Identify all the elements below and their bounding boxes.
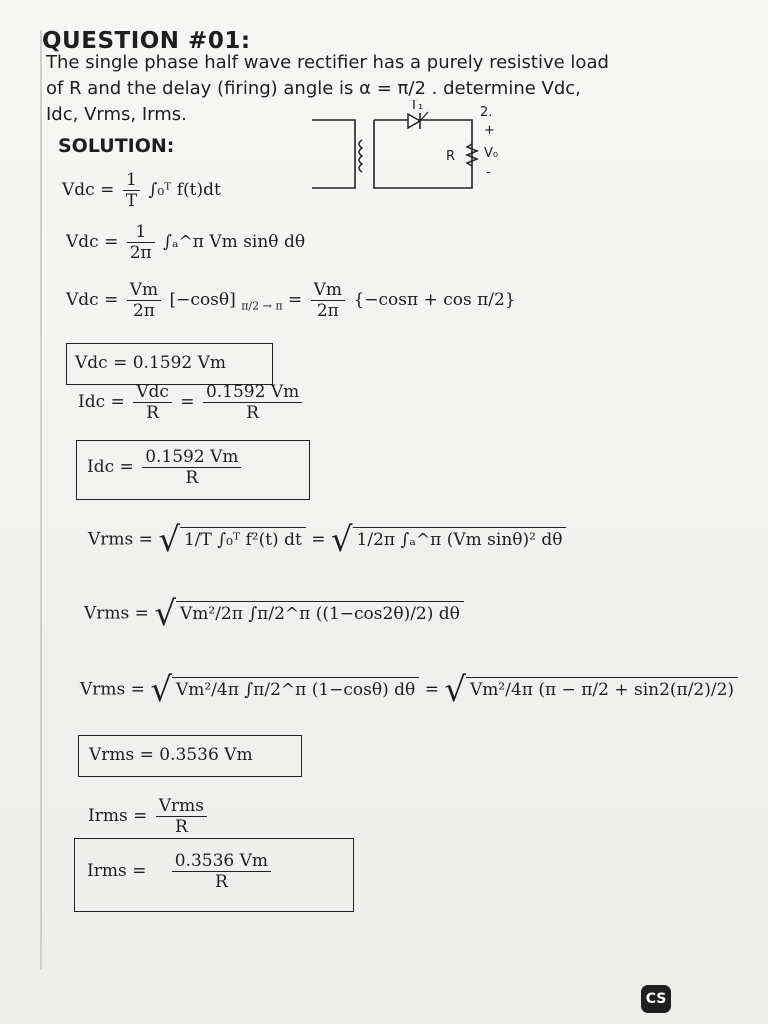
vdc-definition (62, 170, 221, 211)
idc-num: Vdc (133, 382, 172, 403)
vrms-def-body-2: 1/2π ∫ₐ^π (Vm sinθ)² dθ (353, 527, 567, 550)
idc-result-den: R (185, 468, 199, 488)
problem-line-3: Idc, Vrms, Irms. (46, 104, 187, 125)
resistor-label: R (446, 149, 456, 164)
vrms-step-2 (84, 594, 464, 634)
problem-line-2: of R and the delay (firing) angle is α = π/2 . determine Vdc, (46, 78, 581, 99)
irms-result-lhs: Irms = (87, 861, 147, 881)
vrms-result: Vrms = 0.3536 Vm (89, 745, 253, 765)
idc-num-2: 0.1592 Vm (203, 382, 302, 403)
vdc-int-den: 2π (129, 243, 152, 263)
idc-fraction-2 (203, 382, 302, 423)
vrms-def-body: 1/T ∫₀ᵀ f²(t) dt (180, 527, 306, 550)
sqrt-symbol-4: √ (150, 670, 172, 710)
irms-num: Vrms (156, 796, 207, 817)
vdc-eval-fraction (127, 280, 161, 321)
vrms-step-3 (80, 670, 738, 710)
vrms-def-lhs: Vrms = (88, 529, 153, 550)
irms-fraction (156, 796, 207, 837)
vdc-def-num: 1 (123, 170, 140, 191)
vdc-def-rhs: f(t)dt (176, 180, 221, 200)
idc-equation (78, 382, 305, 423)
vdc-eval-den-2: 2π (316, 301, 339, 321)
vdc-result: Vdc = 0.1592 Vm (75, 353, 227, 373)
idc-result-lhs: Idc = (87, 457, 134, 477)
idc-fraction (133, 382, 172, 423)
vdc-eval-rhs: {−cosπ + cos π/2} (353, 290, 516, 310)
idc-result-fraction (142, 447, 241, 488)
thyristor-label: T₁ (410, 100, 424, 113)
irms-equation (88, 796, 210, 837)
irms-result-num: 0.3536 Vm (172, 851, 271, 872)
primary-winding-wire (312, 120, 355, 188)
vdc-eval-bracket: [−cosθ] (169, 290, 236, 310)
rectifier-circuit-diagram (300, 100, 510, 195)
irms-lhs: Irms = (88, 806, 148, 826)
vrms-step3-body: Vm²/4π ∫π/2^π (1−cosθ) dθ (172, 677, 419, 700)
vdc-int-rhs: Vm sinθ dθ (209, 232, 306, 252)
vdc-integral (66, 222, 305, 263)
irms-result (87, 851, 274, 892)
vdc-int-lhs: Vdc = (66, 232, 119, 252)
idc-den-2: R (246, 403, 259, 423)
idc-lhs: Idc = (78, 392, 125, 412)
vdc-def-lhs: Vdc = (62, 180, 115, 200)
vdc-result-box (66, 343, 273, 385)
irms-result-fraction (172, 851, 271, 892)
idc-result (87, 447, 244, 488)
problem-line-1: The single phase half wave rectifier has a purely resistive load (46, 52, 609, 73)
sqrt-symbol-2: √ (330, 520, 353, 560)
vdc-def-den: T (125, 191, 138, 211)
irms-result-den: R (214, 872, 228, 892)
vrms-step2-body: Vm²/2π ∫π/2^π ((1−cos2θ)/2) dθ (176, 601, 464, 624)
vrms-step3-eq: = (424, 679, 439, 700)
vrms-result-box (78, 735, 302, 777)
vrms-step3-lhs: Vrms = (80, 679, 145, 700)
vdc-int-num: 1 (127, 222, 155, 243)
vdc-int-fraction (127, 222, 155, 263)
vdc-int-integral: ∫ₐ^π (163, 232, 204, 252)
vdc-eval-num: Vm (127, 280, 161, 301)
vdc-eval-eq: = (287, 290, 303, 310)
page-fold-line (40, 30, 42, 970)
vdc-def-integral: ∫₀ᵀ (148, 180, 172, 200)
idc-eq: = (180, 392, 195, 412)
vrms-step3-body-2: Vm²/4π (π − π/2 + sin2(π/2)/2) (466, 677, 738, 700)
sqrt-symbol-3: √ (154, 594, 176, 634)
vdc-eval-den: 2π (132, 301, 155, 321)
solution-label: SOLUTION: (58, 135, 175, 157)
idc-den: R (146, 403, 159, 423)
terminal-label: 2. (480, 105, 493, 120)
vdc-eval-num-2: Vm (311, 280, 345, 301)
vrms-def-eq: = (311, 529, 326, 550)
output-voltage-label: V₀ (484, 146, 499, 161)
vdc-eval-limits: π/2 → π (241, 299, 283, 313)
irms-result-box (74, 838, 354, 912)
vrms-definition (88, 520, 566, 560)
vdc-def-fraction (123, 170, 140, 211)
minus-sign: - (486, 165, 491, 180)
transformer-coil (359, 140, 362, 172)
idc-result-box (76, 440, 310, 500)
irms-den: R (174, 817, 188, 837)
idc-result-num: 0.1592 Vm (142, 447, 241, 468)
sqrt-symbol-5: √ (444, 670, 467, 710)
question-title: QUESTION #01: (42, 28, 251, 54)
vdc-eval-lhs: Vdc = (66, 290, 119, 310)
vrms-step2-lhs: Vrms = (84, 603, 149, 624)
vdc-eval-fraction-2 (311, 280, 345, 321)
plus-sign: + (484, 123, 495, 138)
camscanner-logo: CS (641, 985, 671, 1013)
sqrt-symbol: √ (158, 520, 180, 560)
secondary-loop-wire (374, 120, 472, 188)
thyristor-symbol (408, 114, 420, 128)
vdc-evaluation (66, 280, 516, 321)
